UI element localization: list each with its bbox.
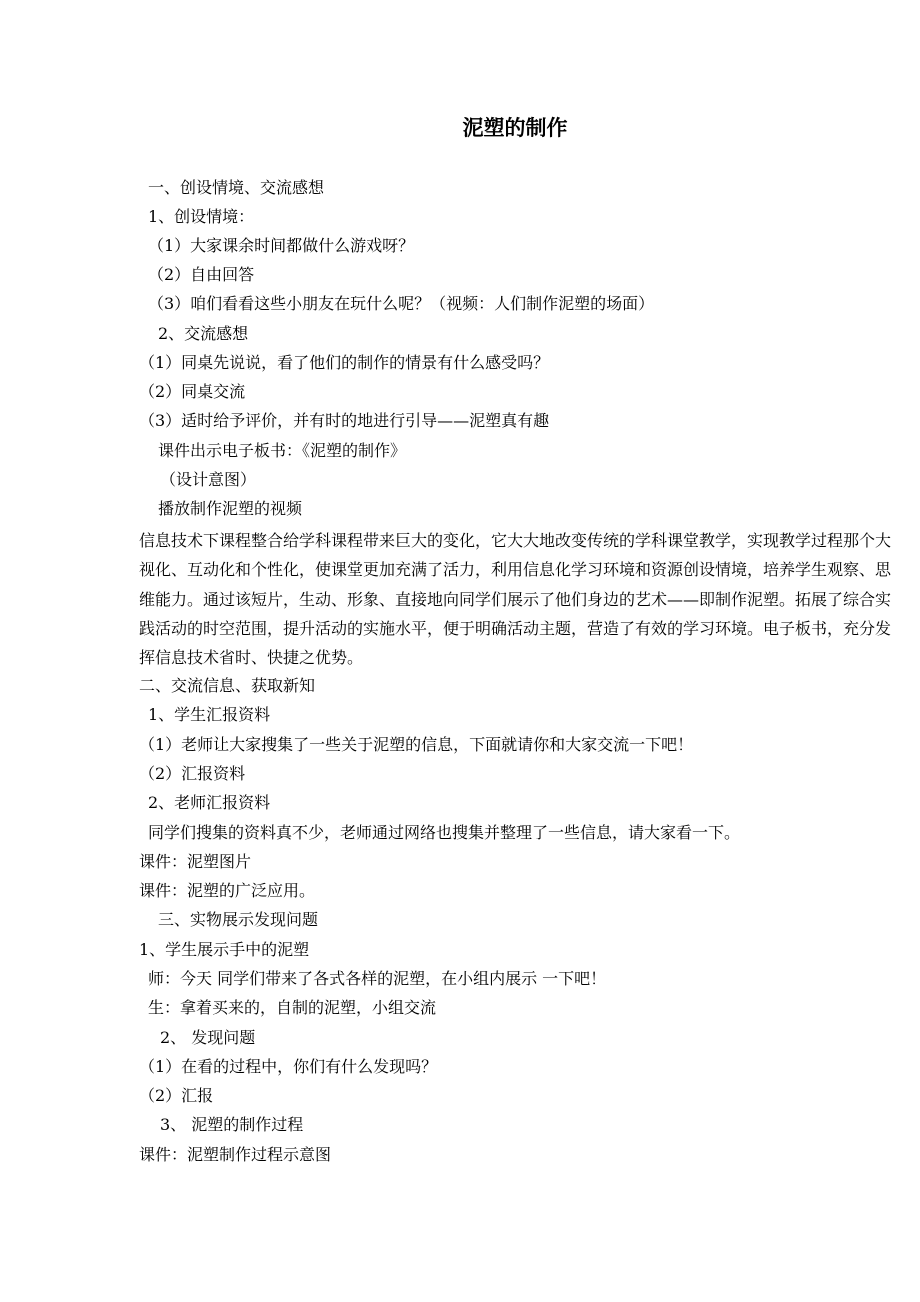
text-line: 2、交流感想 [158, 324, 249, 343]
text-line: （3）适时给予评价，并有时的地进行引导——泥塑真有趣 [139, 411, 550, 430]
text-line: 生：拿着买来的，自制的泥塑，小组交流 [148, 998, 437, 1017]
design-intent-paragraph: 信息技术下课程整合给学科课程带来巨大的变化，它大大地改变传统的学科课堂教学，实现教学过程那个大视化、互动化和个性化，使课堂更加充满了活力，利用信息化学习环境和资源创设情境，培养学生观察、思维能力。通过该短片，生动、形象、直接地向同学们展示了他们身边的艺术——即制作泥塑。拓展了综合实践活动的时空范围，提升活动的实施水平，便于明确活动主题，营造了有效的学习环境。电子板书，充分发挥信息技术省时、快捷之优势。 [139, 531, 892, 668]
text-line: 3、 泥塑的制作过程 [160, 1115, 304, 1134]
text-line: 2、 发现问题 [160, 1028, 256, 1047]
text-line: （1）大家课余时间都做什么游戏呀？ [148, 236, 415, 255]
document-title: 泥塑的制作 [462, 116, 568, 140]
text-line: 课件出示电子板书：《泥塑的制作》 [158, 441, 407, 460]
text-line: （1）老师让大家搜集了一些关于泥塑的信息，下面就请你和大家交流一下吧！ [139, 735, 694, 754]
text-line: （2）汇报资料 [139, 764, 246, 783]
text-line: （设计意图） [160, 470, 257, 489]
text-line: 课件：泥塑制作过程示意图 [139, 1145, 332, 1164]
text-line: 课件：泥塑图片 [139, 852, 252, 871]
text-line: 课件：泥塑的广泛应用。 [139, 881, 316, 900]
section-heading: 二、交流信息、获取新知 [139, 676, 316, 695]
text-line: （2）自由回答 [148, 265, 255, 284]
text-line: 同学们搜集的资料真不少，老师通过网络也搜集并整理了一些信息，请大家看一下。 [148, 823, 741, 842]
text-line: 师：今天 同学们带来了各式各样的泥塑，在小组内展示 一下吧！ [148, 969, 607, 988]
text-line: 播放制作泥塑的视频 [158, 499, 303, 518]
text-line: （2）汇报 [139, 1086, 214, 1105]
section-heading: 一、创设情境、交流感想 [148, 178, 325, 197]
text-line: （1）同桌先说说，看了他们的制作的情景有什么感受吗？ [139, 353, 550, 372]
text-line: 2、老师汇报资料 [148, 793, 271, 812]
text-line: 1、学生展示手中的泥塑 [139, 940, 310, 959]
text-line: 1、学生汇报资料 [148, 705, 271, 724]
section-heading: 三、实物展示发现问题 [158, 910, 319, 929]
text-line: （2）同桌交流 [139, 382, 246, 401]
text-line: （1）在看的过程中，你们有什么发现吗？ [139, 1057, 438, 1076]
text-line: 1、创设情境： [148, 207, 255, 226]
text-line: （3）咱们看看这些小朋友在玩什么呢？（视频：人们制作泥塑的场面） [148, 294, 655, 313]
